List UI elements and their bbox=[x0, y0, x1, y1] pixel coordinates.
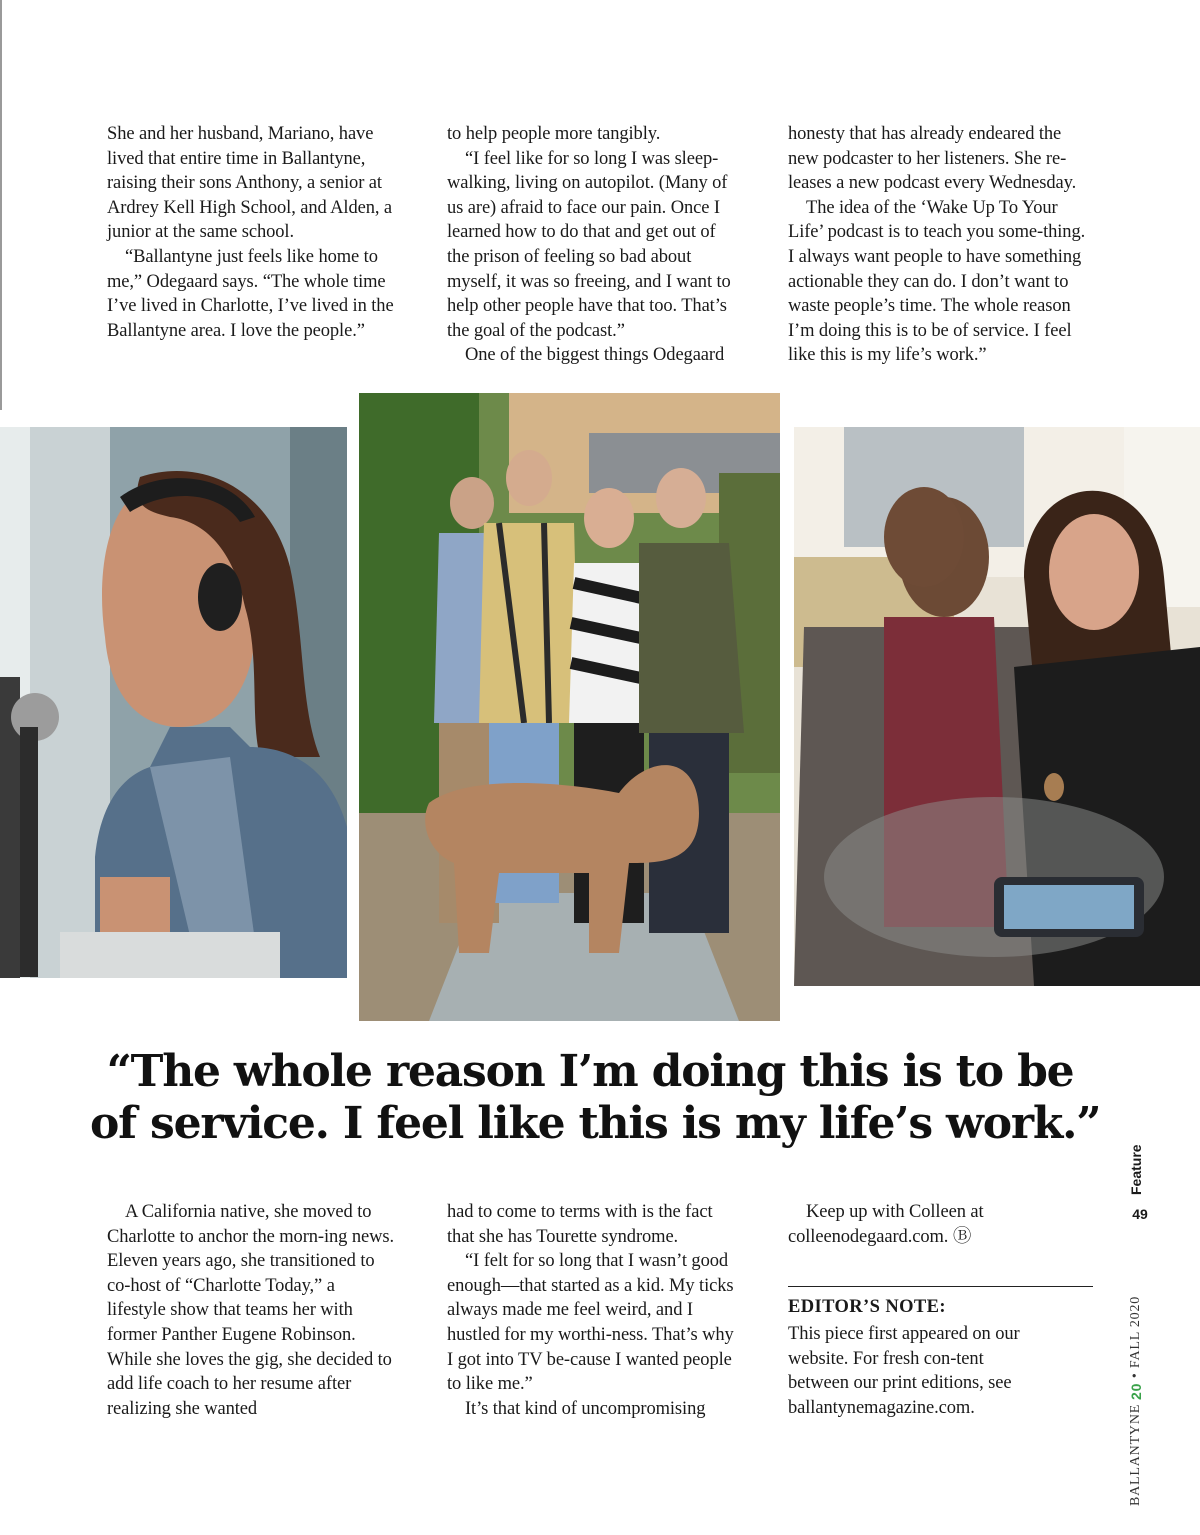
pull-quote bbox=[90, 1046, 1101, 1150]
paragraph: One of the biggest things Odegaard bbox=[465, 345, 725, 366]
paragraph: “I feel like for so long I was sleep-walking, living on autopilot. (Many of us are) afraid to face our pain. Once I learned how to do that and get out of the prison of feeling so bad about myself, it was so freeing, and I want to help other people have that too. That’s the goal of the podcast.” bbox=[447, 148, 731, 341]
top-column-2 bbox=[447, 122, 737, 368]
magazine-name: BALLANTYNE bbox=[1128, 1403, 1143, 1506]
bottom-column-1 bbox=[107, 1200, 397, 1421]
paragraph: It’s that kind of uncompromising bbox=[465, 1398, 706, 1419]
page-edge-line bbox=[0, 0, 2, 410]
section-label: Feature bbox=[1128, 1144, 1144, 1196]
top-column-1 bbox=[107, 122, 397, 343]
cohosts-photo bbox=[794, 427, 1200, 986]
editors-note-text: This piece first appeared on our website. For fresh con-tent between our print editions, see ballantynemagazine.com. bbox=[788, 1324, 1020, 1418]
folio bbox=[1120, 1140, 1160, 1506]
family-photo bbox=[359, 393, 780, 1021]
page-number: 49 bbox=[1132, 1206, 1148, 1222]
paragraph: A California native, she moved to Charlotte to anchor the morn-ing news. Eleven years ago, she transitioned to co-host of “Charlotte Today,” a lifestyle show that teams her with former Panther Eugene Robinson. While she loves the gig, she decided to add life coach to her resume after realizing she wanted bbox=[107, 1202, 394, 1419]
paragraph: honesty that has already endeared the new podcaster to her listeners. She re-leases a new podcast every Wednesday. bbox=[788, 124, 1077, 194]
bottom-column-3 bbox=[788, 1200, 1093, 1249]
paragraph: The idea of the ‘Wake Up To Your Life’ podcast is to teach you some-thing. I always want people to have something actionable they can do. I don’t want to waste people’s time. The whole reason I’m doing this is to be of service. I feel like this is my life’s work.” bbox=[788, 197, 1086, 366]
bottom-column-2 bbox=[447, 1200, 737, 1421]
podcast-host-photo bbox=[0, 427, 347, 978]
editors-note-heading: EDITOR’S NOTE: bbox=[788, 1297, 946, 1317]
paragraph: to help people more tangibly. bbox=[447, 124, 661, 144]
paragraph: Keep up with Colleen at colleenodegaard.com. Ⓑ bbox=[788, 1202, 984, 1247]
issue-line bbox=[1128, 1244, 1152, 1506]
magazine-badge-icon: 20 bbox=[1128, 1382, 1144, 1400]
pull-quote-line-2: of service. I feel like this is my life’s work.” bbox=[90, 1098, 1101, 1149]
paragraph: “Ballantyne just feels like home to me,” Odegaard says. “The whole time I’ve lived in Charlotte, I’ve lived in the Ballantyne area. I love the people.” bbox=[107, 246, 394, 341]
top-column-3 bbox=[788, 122, 1093, 368]
pull-quote-line-1: “The whole reason I’m doing this is to be bbox=[106, 1046, 1074, 1097]
paragraph: had to come to terms with is the fact that she has Tourette syndrome. bbox=[447, 1202, 713, 1247]
editors-note-body bbox=[788, 1322, 1048, 1420]
paragraph: She and her husband, Mariano, have lived that entire time in Ballantyne, raising their sons Anthony, a senior at Ardrey Kell High School, and Alden, a junior at the same school. bbox=[107, 124, 393, 243]
folio-separator: • bbox=[1128, 1372, 1143, 1379]
editors-note-rule bbox=[788, 1286, 1093, 1287]
paragraph: “I felt for so long that I wasn’t good enough—that started as a kid. My ticks always made me feel weird, and I hustled for my worthi-ness. That’s why I got into TV be-cause I wanted people to like me.” bbox=[447, 1251, 734, 1395]
issue-date: FALL 2020 bbox=[1128, 1295, 1143, 1369]
